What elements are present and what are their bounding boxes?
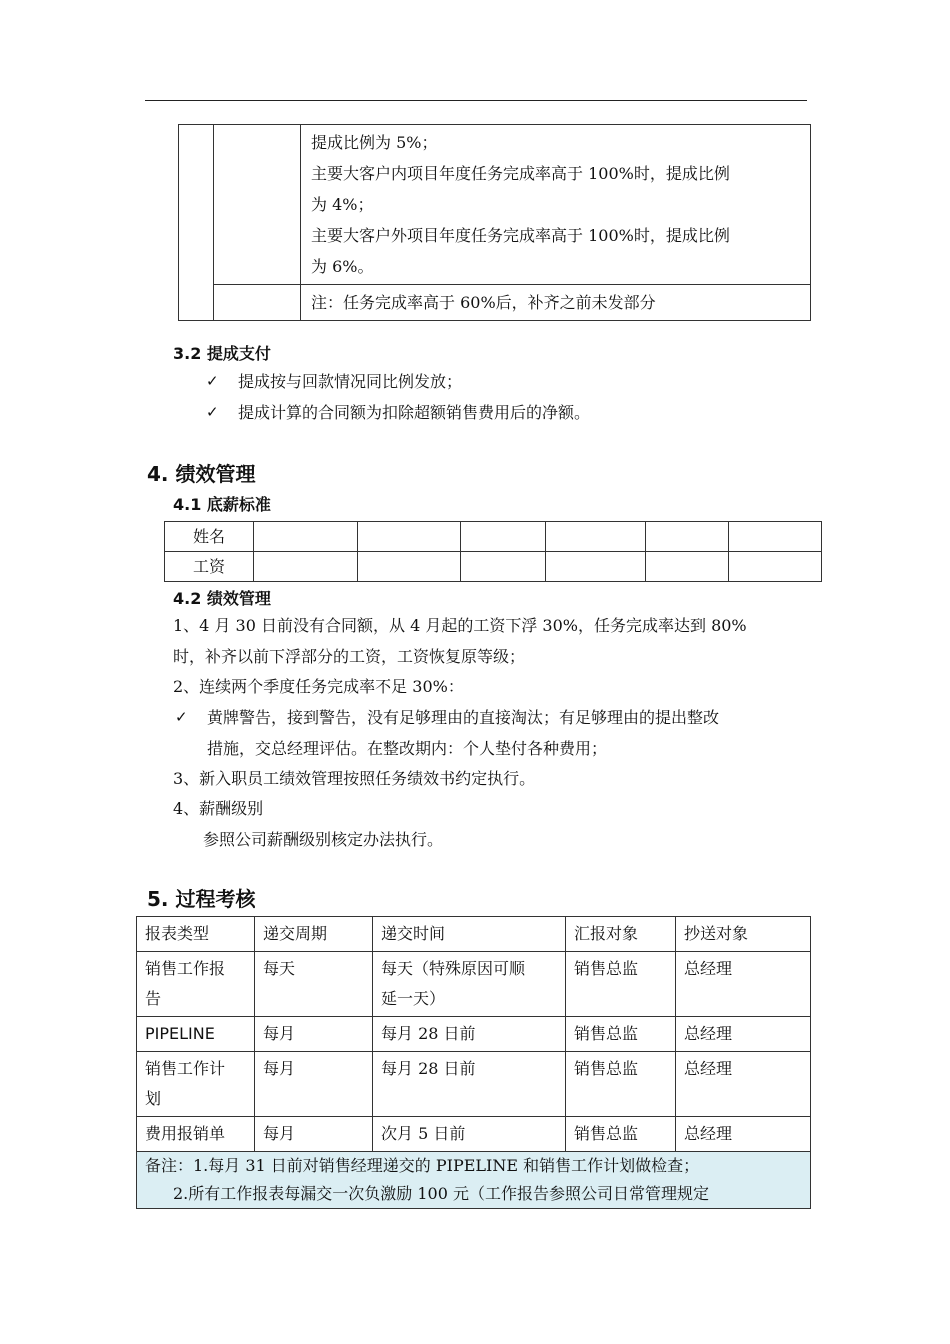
table-cell: 销售总监 bbox=[566, 1052, 676, 1117]
cell-line: 提成比例为 5%； bbox=[311, 133, 438, 152]
check-icon: ✓ bbox=[206, 372, 219, 390]
salary-table bbox=[164, 521, 822, 582]
report-table bbox=[136, 916, 811, 1209]
table-cell-blank bbox=[546, 522, 646, 552]
list-item: 提成计算的合同额为扣除超额销售费用后的净额。 bbox=[238, 403, 591, 422]
table-cell: PIPELINE bbox=[137, 1017, 255, 1052]
paragraph-line: 1、4 月 30 日前没有合同额，从 4 月起的工资下浮 30%，任务完成率达到 80% bbox=[173, 616, 747, 635]
paragraph-line: 时，补齐以前下浮部分的工资，工资恢复原等级； bbox=[173, 647, 526, 666]
table-note bbox=[137, 1152, 811, 1209]
table-row bbox=[137, 1017, 811, 1052]
salary-amount-label: 工资 bbox=[165, 552, 254, 582]
section-4-1-title: 4.1 底薪标准 bbox=[173, 495, 271, 514]
commission-table bbox=[178, 124, 811, 321]
table-header-row bbox=[137, 917, 811, 952]
table-cell-blank bbox=[729, 522, 822, 552]
note-line: 2.所有工作报表每漏交一次负激励 100 元（工作报告参照公司日常管理规定 bbox=[173, 1184, 709, 1203]
table-cell: 次月 5 日前 bbox=[373, 1117, 566, 1152]
table-cell: 销售总监 bbox=[566, 952, 676, 1017]
column-header: 抄送对象 bbox=[676, 917, 811, 952]
table-row bbox=[137, 952, 811, 1017]
table-cell-blank bbox=[461, 522, 546, 552]
table-cell-blank bbox=[546, 552, 646, 582]
table-cell-blank bbox=[646, 552, 729, 582]
paragraph-line: 2、连续两个季度任务完成率不足 30%： bbox=[173, 677, 464, 696]
table-cell: 总经理 bbox=[676, 1017, 811, 1052]
header-rule bbox=[145, 100, 807, 101]
column-header: 递交时间 bbox=[373, 917, 566, 952]
table-cell: 销售总监 bbox=[566, 1117, 676, 1152]
table-cell-blank bbox=[729, 552, 822, 582]
section-4-title: 4. 绩效管理 bbox=[147, 462, 256, 486]
section-3-2-title: 3.2 提成支付 bbox=[173, 344, 271, 363]
paragraph-line: 参照公司薪酬级别核定办法执行。 bbox=[203, 830, 444, 849]
cell-line: 主要大客户内项目年度任务完成率高于 100%时，提成比例 bbox=[311, 164, 730, 183]
table-cell: 每月 bbox=[255, 1017, 373, 1052]
table-cell: 费用报销单 bbox=[137, 1117, 255, 1152]
table-row bbox=[137, 1117, 811, 1152]
paragraph-line: 3、新入职员工绩效管理按照任务绩效书约定执行。 bbox=[173, 769, 536, 788]
table-cell: 每月 28 日前 bbox=[373, 1052, 566, 1117]
table-cell-blank bbox=[214, 125, 301, 285]
table-cell: 每天（特殊原因可顺 延一天） bbox=[373, 952, 566, 1017]
cell-line: 为 4%； bbox=[311, 195, 374, 214]
list-item: 提成按与回款情况同比例发放； bbox=[238, 372, 463, 391]
column-header: 递交周期 bbox=[255, 917, 373, 952]
table-cell: 总经理 bbox=[676, 1117, 811, 1152]
column-header: 汇报对象 bbox=[566, 917, 676, 952]
table-cell: 每月 bbox=[255, 1052, 373, 1117]
table-cell: 总经理 bbox=[676, 1052, 811, 1117]
check-icon: ✓ bbox=[175, 708, 188, 726]
table-cell-blank bbox=[179, 125, 214, 321]
cell-line: 为 6%。 bbox=[311, 257, 374, 276]
bullet-line: 黄牌警告，接到警告，没有足够理由的直接淘汰；有足够理由的提出整改 bbox=[207, 708, 720, 727]
paragraph-line: 4、薪酬级别 bbox=[173, 799, 264, 818]
table-cell-blank bbox=[358, 522, 461, 552]
section-5-title: 5. 过程考核 bbox=[147, 887, 256, 911]
table-cell: 总经理 bbox=[676, 952, 811, 1017]
table-row bbox=[137, 1052, 811, 1117]
table-cell: 每月 28 日前 bbox=[373, 1017, 566, 1052]
commission-rates-cell bbox=[301, 125, 811, 285]
table-cell: 每天 bbox=[255, 952, 373, 1017]
note-line: 备注：1.每月 31 日前对销售经理递交的 PIPELINE 和销售工作计划做检查； bbox=[145, 1156, 700, 1175]
section-4-2-title: 4.2 绩效管理 bbox=[173, 589, 271, 608]
table-cell: 销售总监 bbox=[566, 1017, 676, 1052]
check-icon: ✓ bbox=[206, 403, 219, 421]
table-cell-blank bbox=[646, 522, 729, 552]
table-cell-blank bbox=[214, 285, 301, 321]
table-cell-blank bbox=[358, 552, 461, 582]
bullet-line: 措施，交总经理评估。在整改期内：个人垫付各种费用； bbox=[207, 739, 608, 758]
table-cell-blank bbox=[254, 552, 358, 582]
table-cell-blank bbox=[254, 522, 358, 552]
table-cell: 销售工作报 告 bbox=[137, 952, 255, 1017]
table-cell: 销售工作计 划 bbox=[137, 1052, 255, 1117]
salary-name-label: 姓名 bbox=[165, 522, 254, 552]
table-cell: 每月 bbox=[255, 1117, 373, 1152]
column-header: 报表类型 bbox=[137, 917, 255, 952]
table-cell-blank bbox=[461, 552, 546, 582]
cell-line: 主要大客户外项目年度任务完成率高于 100%时，提成比例 bbox=[311, 226, 730, 245]
table-note-row bbox=[137, 1152, 811, 1209]
commission-note: 注：任务完成率高于 60%后，补齐之前未发部分 bbox=[301, 285, 811, 321]
